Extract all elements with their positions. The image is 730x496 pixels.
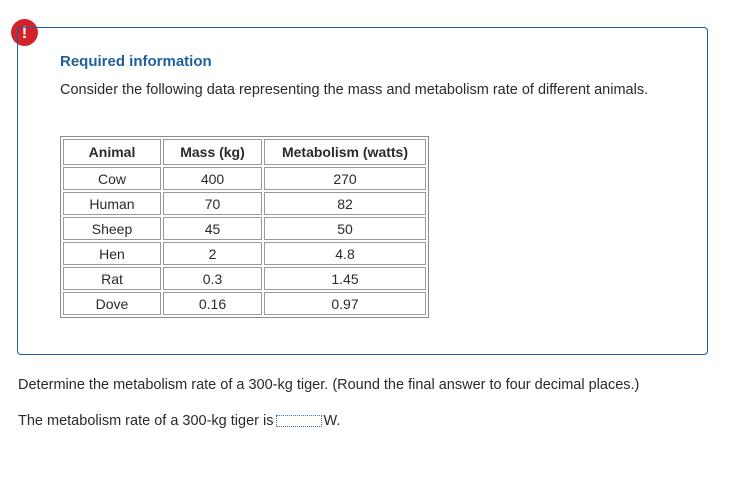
- cell-mass: 2: [163, 242, 262, 265]
- cell-animal: Dove: [63, 292, 161, 315]
- header-mass: Mass (kg): [163, 139, 262, 165]
- table-row: [63, 292, 426, 315]
- cell-metabolism: 4.8: [264, 242, 426, 265]
- answer-prefix: The metabolism rate of a 300-kg tiger is: [18, 413, 274, 429]
- table-header-row: [63, 139, 426, 165]
- cell-mass: 70: [163, 192, 262, 215]
- table-row: [63, 267, 426, 290]
- header-animal: Animal: [63, 139, 161, 165]
- table-row: [63, 217, 426, 240]
- cell-mass: 45: [163, 217, 262, 240]
- info-text: Consider the following data representing the mass and metabolism rate of different animals.: [60, 82, 649, 98]
- cell-metabolism: 1.45: [264, 267, 426, 290]
- table-row: [63, 167, 426, 190]
- answer-unit: W.: [323, 413, 341, 429]
- cell-metabolism: 82: [264, 192, 426, 215]
- cell-mass: 0.3: [163, 267, 262, 290]
- question-prompt: Determine the metabolism rate of a 300-kg tiger. (Round the final answer to four decimal places.): [18, 377, 640, 393]
- cell-animal: Hen: [63, 242, 161, 265]
- answer-input[interactable]: [276, 415, 322, 427]
- alert-icon: !: [11, 19, 38, 46]
- cell-mass: 0.16: [163, 292, 262, 315]
- cell-metabolism: 50: [264, 217, 426, 240]
- animal-data-table: [60, 136, 429, 318]
- answer-line: [18, 413, 340, 429]
- cell-animal: Sheep: [63, 217, 161, 240]
- cell-animal: Rat: [63, 267, 161, 290]
- cell-animal: Human: [63, 192, 161, 215]
- cell-metabolism: 0.97: [264, 292, 426, 315]
- cell-metabolism: 270: [264, 167, 426, 190]
- table-row: [63, 242, 426, 265]
- cell-animal: Cow: [63, 167, 161, 190]
- info-title: Required information: [60, 53, 212, 70]
- header-metabolism: Metabolism (watts): [264, 139, 426, 165]
- table-row: [63, 192, 426, 215]
- cell-mass: 400: [163, 167, 262, 190]
